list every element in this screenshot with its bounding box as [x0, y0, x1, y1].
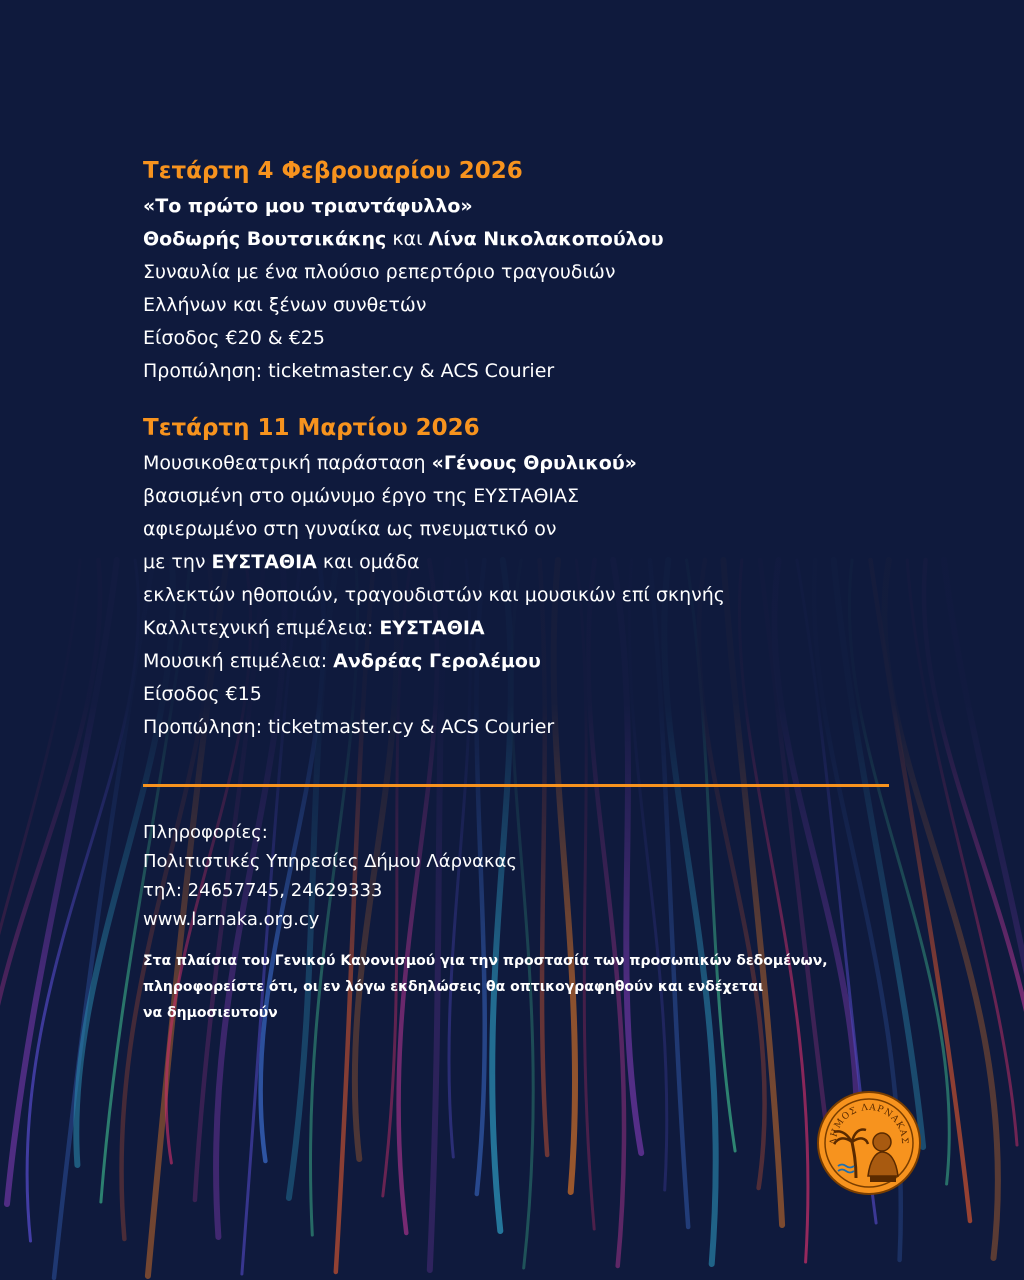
event-detail-text: Συναυλία με ένα πλούσιο ρεπερτόριο τραγουδιών	[143, 261, 616, 283]
event-detail-text: Λίνα Νικολακοπούλου	[428, 228, 664, 250]
info-section	[143, 818, 923, 934]
event-detail-text: αφιερωμένο στη γυναίκα ως πνευματικό ον	[143, 518, 557, 540]
event-detail-line	[143, 711, 903, 744]
event-detail-line	[143, 480, 903, 513]
notice-line: Στα πλαίσια του Γενικού Κανονισμού για την προστασία των προσωπικών δεδομένων,	[143, 953, 828, 969]
event-detail-line	[143, 289, 903, 322]
event-detail-text: και	[386, 228, 429, 250]
event-detail-text: Προπώληση: ticketmaster.cy & ACS Courier	[143, 360, 555, 382]
event-block	[143, 155, 903, 388]
event-details	[143, 447, 903, 744]
notice-line: πληροφορείστε ότι, οι εν λόγω εκδηλώσεις θα οπτικογραφηθούν και ενδέχεται	[143, 979, 764, 995]
event-detail-text: «Το πρώτο μου τριαντάφυλλο»	[143, 195, 473, 217]
event-detail-text: με την	[143, 551, 212, 573]
section-divider	[143, 784, 889, 787]
info-heading: Πληροφορίες:	[143, 822, 268, 843]
event-detail-line	[143, 322, 903, 355]
event-detail-line	[143, 223, 903, 256]
event-block	[143, 412, 903, 744]
info-organization: Πολιτιστικές Υπηρεσίες Δήμου Λάρνακας	[143, 851, 517, 872]
event-detail-text: Καλλιτεχνική επιμέλεια:	[143, 617, 380, 639]
event-detail-text: Είσοδος €20 & €25	[143, 327, 325, 349]
info-website-link[interactable]: www.larnaka.org.cy	[143, 909, 320, 930]
event-detail-line	[143, 256, 903, 289]
event-detail-line	[143, 513, 903, 546]
event-detail-line	[143, 579, 903, 612]
event-detail-text: εκλεκτών ηθοποιών, τραγουδιστών και μουσικών επί σκηνής	[143, 584, 725, 606]
event-detail-line	[143, 612, 903, 645]
event-details	[143, 190, 903, 388]
event-detail-text: ΕΥΣΤΑΘΙΑ	[379, 617, 485, 639]
event-detail-line	[143, 355, 903, 388]
notice-line: να δημοσιευτούν	[143, 1005, 278, 1021]
event-detail-text: Προπώληση: ticketmaster.cy & ACS Courier	[143, 716, 555, 738]
event-detail-text: βασισμένη στο ομώνυμο έργο της ΕΥΣΤΑΘΙΑΣ	[143, 485, 580, 507]
events-section	[143, 155, 903, 768]
event-detail-text: Μουσική επιμέλεια:	[143, 650, 334, 672]
event-detail-text: Ελλήνων και ξένων συνθετών	[143, 294, 427, 316]
event-detail-line	[143, 447, 903, 480]
info-phone: τηλ: 24657745, 24629333	[143, 880, 383, 901]
event-detail-text: Θοδωρής Βουτσικάκης	[143, 228, 387, 250]
event-date: Τετάρτη 4 Φεβρουαρίου 2026	[143, 158, 523, 184]
event-detail-line	[143, 546, 903, 579]
event-detail-text: ΕΥΣΤΑΘΙΑ	[211, 551, 317, 573]
event-detail-line	[143, 678, 903, 711]
event-detail-line	[143, 190, 903, 223]
event-detail-text: Μουσικοθεατρική παράσταση	[143, 452, 432, 474]
event-date: Τετάρτη 11 Μαρτίου 2026	[143, 415, 480, 441]
event-detail-text: Ανδρέας Γερολέμου	[333, 650, 541, 672]
event-detail-text: και ομάδα	[316, 551, 420, 573]
event-detail-text: «Γένους Θρυλικού»	[431, 452, 637, 474]
seal-text: ΔΗΜΟΣ ΛΑΡΝΑΚΑΣ	[828, 1102, 910, 1146]
event-detail-text: Είσοδος €15	[143, 683, 262, 705]
larnaka-municipality-seal-icon	[816, 1090, 922, 1196]
gdpr-notice	[143, 948, 943, 1026]
event-detail-line	[143, 645, 903, 678]
